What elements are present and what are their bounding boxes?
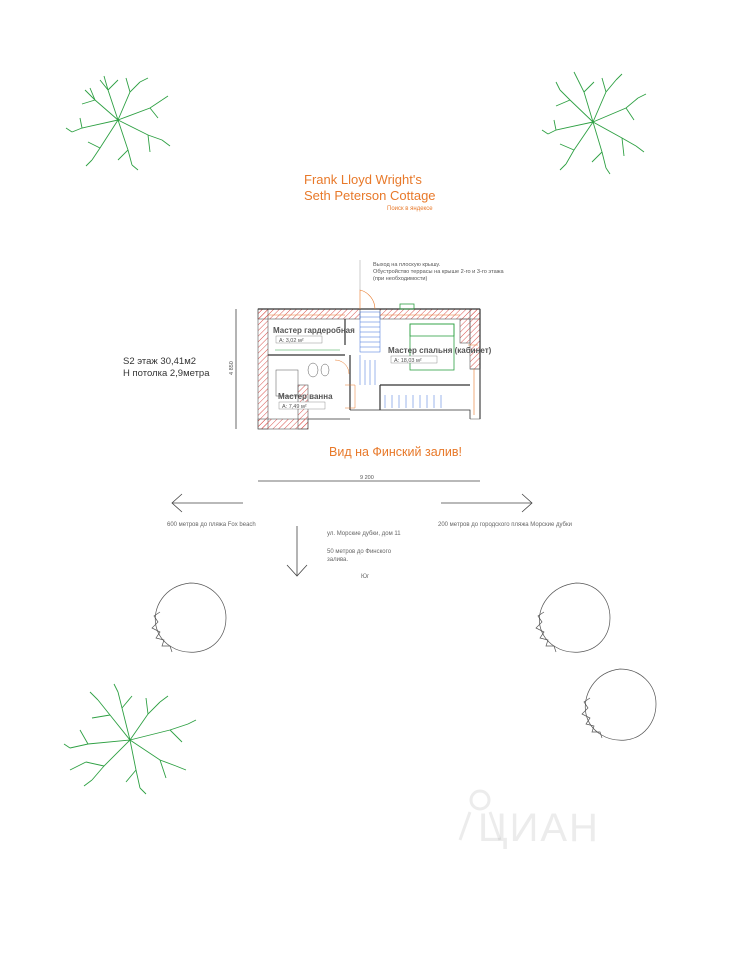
round-tree-icon <box>582 669 656 740</box>
room-area-bathroom: А: 7,49 м² <box>282 404 307 410</box>
roof-note-line3: (при необходимости) <box>373 276 428 282</box>
west-distance-text: 600 метров до пляжа Fox beach <box>167 522 256 528</box>
address-text: ул. Морские дубки, дом 11 <box>327 531 401 537</box>
height-dimension-label: 4 850 <box>229 361 235 375</box>
tree-canopy-icon <box>64 684 196 794</box>
gulf-distance-text: 50 метров до Финского залива. <box>327 549 392 563</box>
south-label: Юг <box>361 574 370 580</box>
height-dimension <box>229 309 236 429</box>
tree-canopy-icon <box>542 72 646 174</box>
room-label-bedroom: Мастер спальня (кабинет) <box>388 346 492 355</box>
direction-arrow-icon <box>172 494 243 512</box>
room-area-wardrobe: А: 3,02 м² <box>279 338 304 344</box>
watermark: ЦИАН <box>478 806 600 850</box>
direction-arrow-icon <box>441 494 532 512</box>
floor-area: S2 этаж 30,41м2 <box>123 356 197 367</box>
ceiling-height: Н потолка 2,9метра <box>123 368 210 379</box>
tree-canopy-icon <box>66 76 170 170</box>
toilet-icon <box>308 363 329 377</box>
direction-arrow-icon <box>287 526 307 576</box>
floor-plan <box>258 260 492 429</box>
east-distance-text: 200 метров до городского пляжа Морские дубки <box>438 522 572 528</box>
width-dimension <box>258 475 480 481</box>
watermark-logo-icon <box>460 791 500 840</box>
room-label-bathroom: Мастер ванна <box>278 392 333 401</box>
width-dimension-label: 9 200 <box>360 475 374 481</box>
room-label-wardrobe: Мастер гардеробная <box>273 326 355 335</box>
view-label: Вид на Финский залив! <box>329 445 463 459</box>
door-swing-icon <box>335 360 355 408</box>
round-tree-icon <box>152 583 226 652</box>
round-tree-icon <box>536 583 610 652</box>
project-title-line2: Seth Peterson Cottage <box>304 188 436 203</box>
project-title-line1: Frank Lloyd Wright's <box>304 172 422 187</box>
roof-note-line2: Обустройство террасы на крыше 2-го и 3-го этажа <box>373 269 504 275</box>
room-area-bedroom: А: 18,03 м² <box>394 358 422 364</box>
roof-note-line1: Выход на плоскую крышу. <box>373 262 441 268</box>
search-link[interactable]: Поиск в яндексе <box>387 206 433 212</box>
